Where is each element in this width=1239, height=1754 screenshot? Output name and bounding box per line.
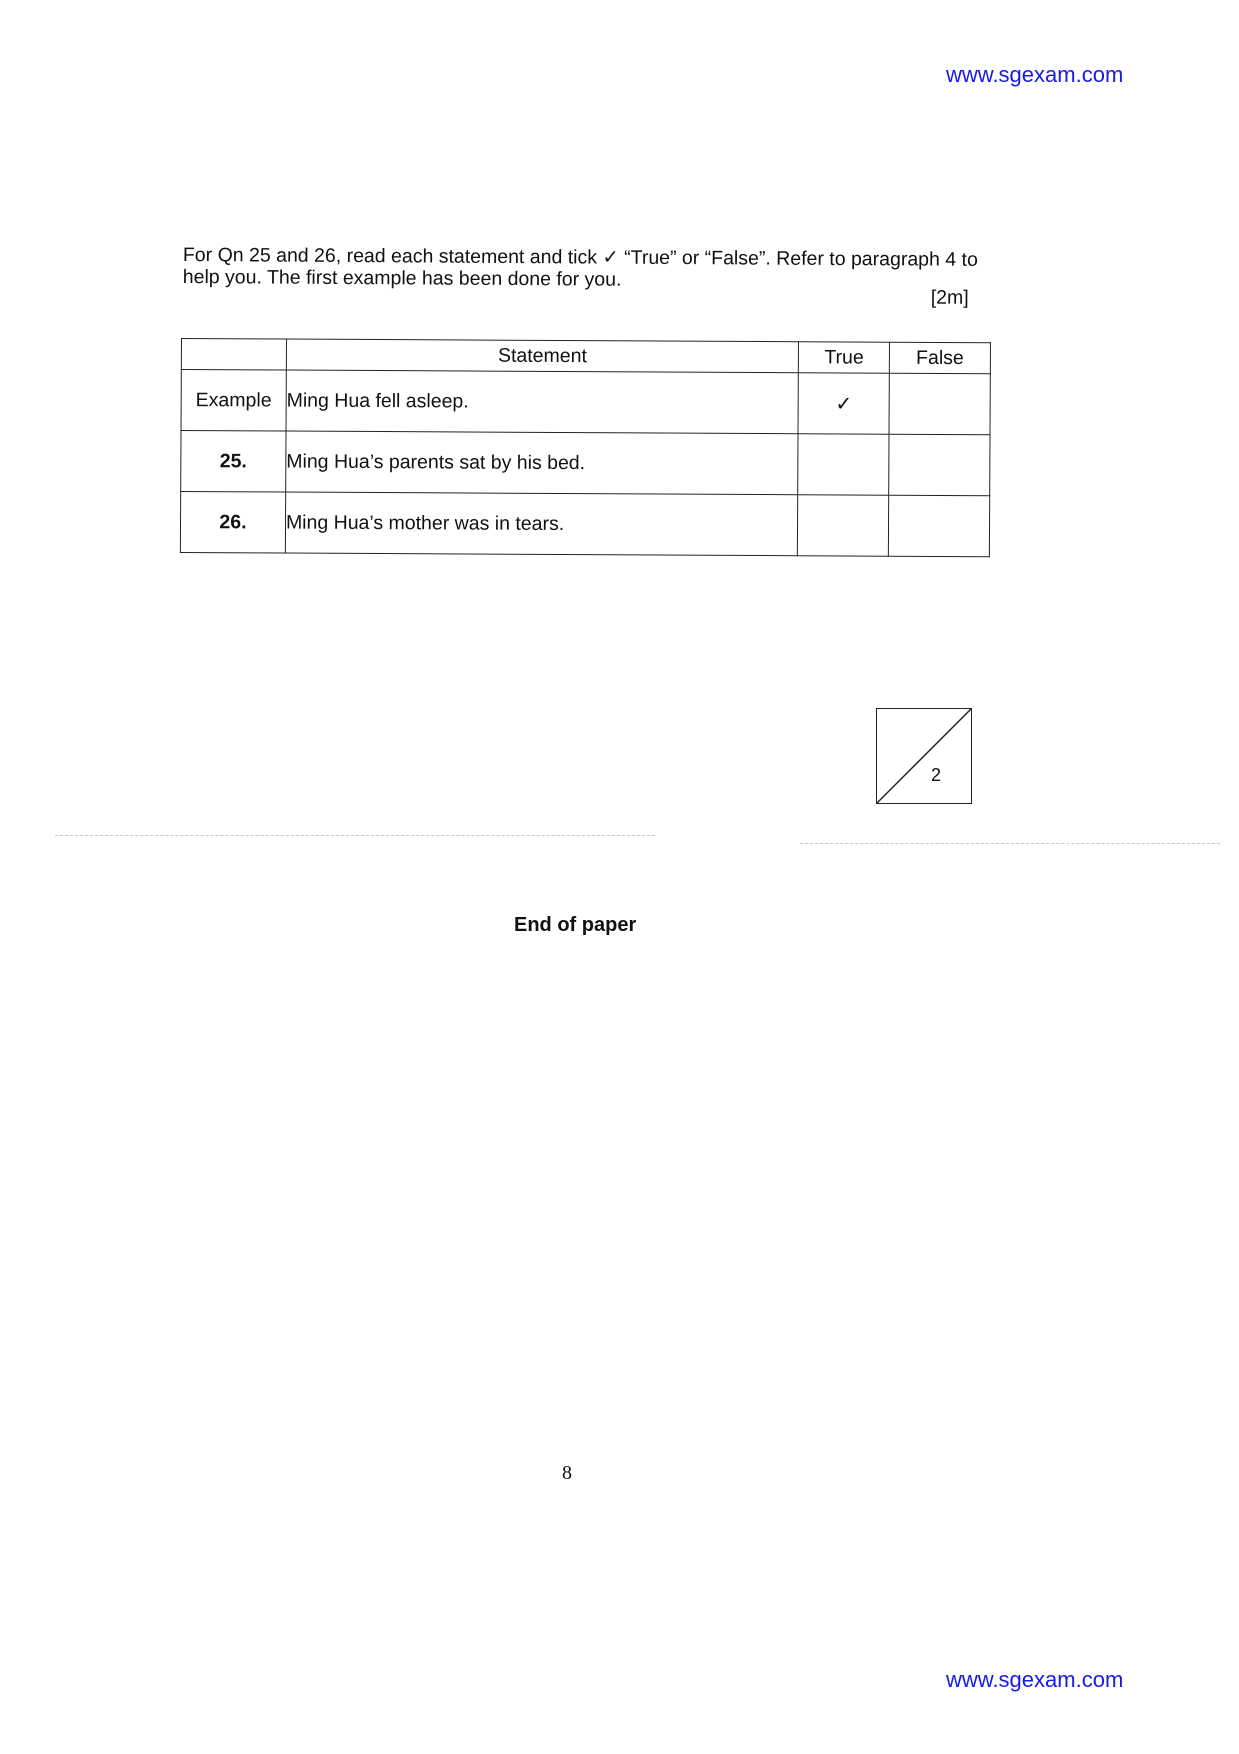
scan-divider-line xyxy=(55,835,655,836)
header-true: True xyxy=(798,342,889,373)
score-box-diagonal xyxy=(877,709,971,803)
true-answer-cell[interactable] xyxy=(798,434,889,495)
row-statement: Ming Hua’s mother was in tears. xyxy=(285,492,798,556)
end-of-paper-text: End of paper xyxy=(514,914,637,936)
row-statement: Ming Hua’s parents sat by his bed. xyxy=(286,431,799,495)
instructions-text: For Qn 25 and 26, read each statement and tick ✓ “True” or “False”. Refer to paragraph 4 to help you. The first example has been done for you. xyxy=(182,244,978,291)
true-answer-cell[interactable] xyxy=(798,495,889,556)
row-number: 26. xyxy=(180,492,285,554)
question-instructions xyxy=(182,244,997,309)
true-false-table xyxy=(180,338,991,557)
page-number: 8 xyxy=(562,1462,572,1484)
row-number: Example xyxy=(181,370,286,432)
row-statement: Ming Hua fell asleep. xyxy=(286,370,799,434)
watermark-top-link[interactable]: www.sgexam.com xyxy=(946,62,1124,87)
table-row-26 xyxy=(180,492,989,557)
table-header-row xyxy=(181,339,990,374)
table-row-example xyxy=(181,370,990,435)
table-row-25 xyxy=(181,431,990,496)
header-false: False xyxy=(889,342,990,374)
row-number: 25. xyxy=(181,431,286,493)
header-number xyxy=(181,339,286,371)
header-statement: Statement xyxy=(286,339,798,373)
false-answer-cell[interactable] xyxy=(889,434,990,496)
scan-divider-line xyxy=(800,843,1220,844)
false-answer-cell[interactable] xyxy=(888,495,989,557)
false-answer-cell[interactable] xyxy=(889,373,990,435)
score-box xyxy=(876,708,972,804)
watermark-bottom-link[interactable]: www.sgexam.com xyxy=(946,1667,1124,1692)
marks-allocation: [2m] xyxy=(930,286,969,309)
true-answer-cell[interactable]: ✓ xyxy=(798,373,889,434)
score-total: 2 xyxy=(931,765,942,785)
